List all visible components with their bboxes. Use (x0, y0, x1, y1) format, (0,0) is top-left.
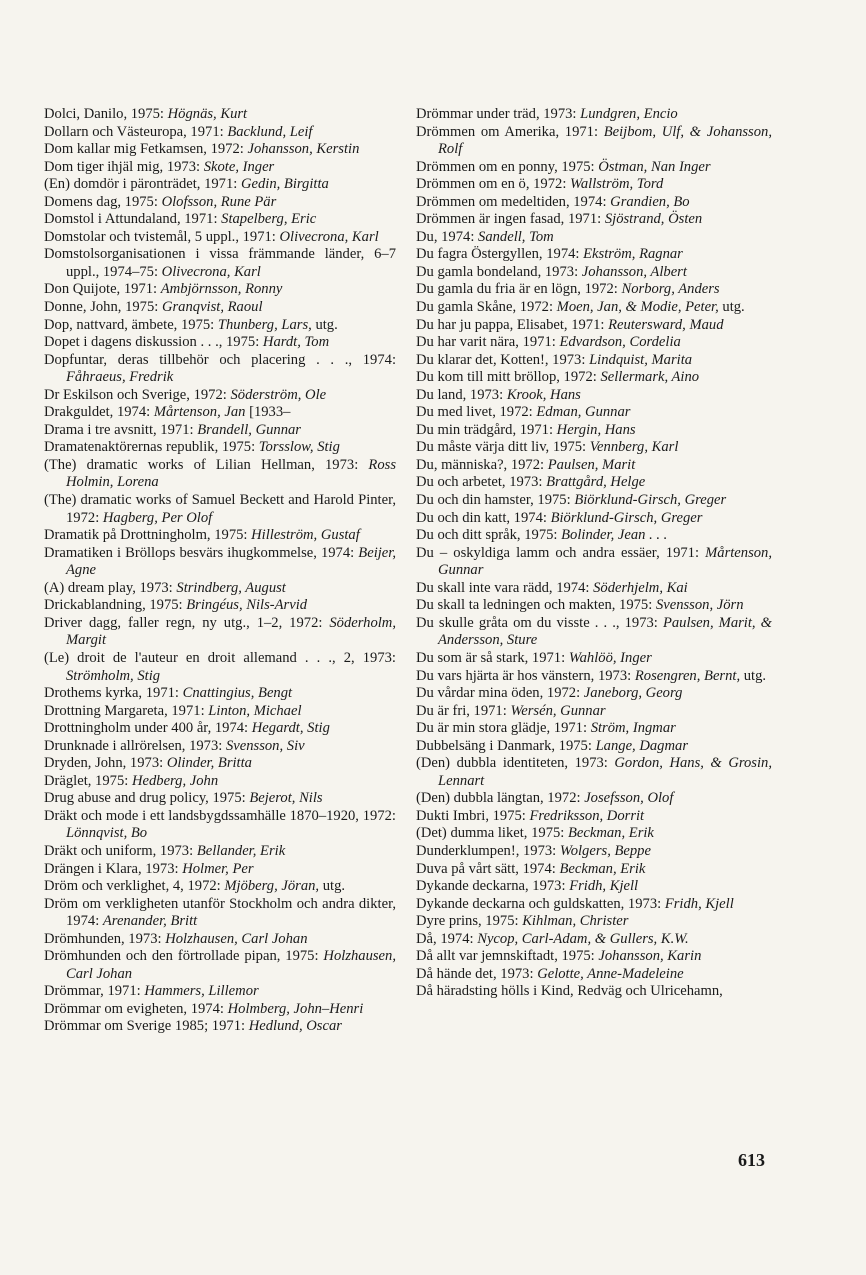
entry-author: Paulsen, Marit, & Andersson, Sture (438, 614, 772, 649)
entry-author: Svensson, Siv (225, 737, 305, 754)
entry-author: Beckman, Erik (559, 860, 646, 877)
entry-title: Driver dagg, faller regn, ny utg., 1–2, 1972: (44, 614, 330, 631)
entry-title: Dykande deckarna och guldskatten, 1973: (416, 895, 665, 912)
entry-title: Drottningholm under 400 år, 1974: (44, 720, 252, 737)
entry-author: Fåhraeus, Fredrik (66, 369, 174, 386)
index-entry (416, 439, 772, 457)
entry-title: Dop, nattvard, ämbete, 1975: (44, 316, 218, 333)
entry-title: Dryden, John, 1973: (44, 755, 167, 772)
index-entry (44, 597, 396, 615)
entry-author: Edvardson, Cordelia (559, 334, 681, 351)
entry-title: Dopfuntar, deras tillbehör och placering . . ., 1974: (44, 351, 396, 368)
entry-title: Drug abuse and drug policy, 1975: (44, 790, 250, 807)
index-entry (416, 790, 772, 808)
index-entry (44, 790, 396, 808)
index-entry (44, 983, 396, 1001)
entry-author: Norborg, Anders (621, 281, 720, 298)
entry-author: Moen, Jan, & Modie, Peter, (556, 299, 719, 316)
entry-author: Wallström, Tord (570, 176, 664, 193)
index-entry (44, 422, 396, 440)
entry-title: Domstolar och tvistemål, 5 uppl., 1971: (44, 228, 280, 245)
entry-title: Dräkt och mode i ett landsbygdssamhälle 1870–1920, 1972: (44, 807, 396, 824)
entry-suffix: [1933– (245, 404, 291, 421)
index-entry (416, 720, 772, 738)
index-entry (44, 106, 396, 124)
entry-author: Olivecrona, Karl (161, 263, 261, 280)
entry-author: Holzhausen, Carl Johan (165, 930, 308, 947)
index-entry (416, 352, 772, 370)
index-entry (44, 299, 396, 317)
entry-title: Drömmar under träd, 1973: (416, 106, 581, 122)
entry-title: Dolci, Danilo, 1975: (44, 106, 168, 122)
entry-author: Hergin, Hans (556, 421, 636, 438)
entry-author: Rosengren, Bernt, (634, 667, 741, 684)
entry-title: Dollarn och Västeuropa, 1971: (44, 123, 228, 140)
index-entry (416, 474, 772, 492)
index-entry (416, 650, 772, 668)
entry-title: Dräglet, 1975: (44, 772, 132, 789)
entry-title: Du, människa?, 1972: (416, 456, 548, 473)
entry-author: Vennberg, Karl (589, 439, 679, 456)
entry-title: Du gamla bondeland, 1973: (416, 263, 582, 280)
entry-author: Sjöstrand, Östen (604, 211, 703, 228)
entry-author: Torsslow, Stig (258, 439, 340, 456)
entry-author: Biörklund-Girsch, Greger (550, 509, 703, 526)
index-entry (416, 527, 772, 545)
entry-title: Dramatiken i Bröllops besvärs ihugkommelse, 1974: (44, 544, 359, 561)
index-entry (44, 615, 396, 650)
entry-suffix: utg. (311, 316, 338, 333)
entry-title: Du vars hjärta är hos vänstern, 1973: (416, 667, 635, 684)
entry-author: Lange, Dagmar (595, 737, 688, 754)
index-entry (44, 808, 396, 843)
index-entry (44, 194, 396, 212)
entry-author: Ström, Ingmar (590, 720, 676, 737)
index-entry (44, 387, 396, 405)
entry-author: Hagberg, Per Olof (102, 509, 213, 526)
index-entry (44, 720, 396, 738)
entry-title: Drakguldet, 1974: (44, 404, 154, 421)
entry-author: Grandien, Bo (610, 193, 690, 210)
index-entry (416, 738, 772, 756)
index-entry (416, 457, 772, 475)
entry-title: Du är fri, 1971: (416, 702, 511, 719)
index-entry (416, 194, 772, 212)
index-entry (416, 825, 772, 843)
entry-author: Olivecrona, Karl (279, 228, 379, 245)
index-entry (416, 246, 772, 264)
entry-title: Du, 1974: (416, 228, 479, 245)
entry-author: Johansson, Karin (598, 948, 702, 965)
index-entry (416, 703, 772, 721)
index-entry (416, 615, 772, 650)
left-column (44, 106, 396, 1036)
index-entry (44, 773, 396, 791)
entry-author: Nycop, Carl-Adam, & Gullers, K.W. (477, 930, 689, 947)
entry-author: Holmer, Per (182, 860, 254, 877)
index-entry (44, 738, 396, 756)
entry-author: Hedberg, John (131, 772, 219, 789)
entry-title: Du och ditt språk, 1975: (416, 527, 562, 544)
index-entry (44, 1001, 396, 1019)
entry-author: Gelotte, Anne-Madeleine (537, 965, 684, 982)
entry-author: Fredriksson, Dorrit (529, 807, 645, 824)
entry-title: Du min trädgård, 1971: (416, 421, 557, 438)
entry-author: Josefsson, Olof (584, 790, 674, 807)
entry-author: Hammers, Lillemor (144, 983, 259, 1000)
entry-title: Du gamla Skåne, 1972: (416, 299, 557, 316)
entry-author: Wersén, Gunnar (510, 702, 606, 719)
entry-author: Högnäs, Kurt (167, 106, 248, 122)
entry-author: Gedin, Birgitta (240, 176, 329, 193)
entry-title: Då häradsting hölls i Kind, Redväg och Ulricehamn, (416, 983, 723, 1000)
entry-title: Du har ju pappa, Elisabet, 1971: (416, 316, 609, 333)
entry-title: Drottning Margareta, 1971: (44, 702, 209, 719)
index-entry (416, 913, 772, 931)
index-entry (44, 334, 396, 352)
entry-author: Ekström, Ragnar (583, 246, 683, 263)
index-entry (44, 896, 396, 931)
index-entry (44, 580, 396, 598)
entry-author: Brattgård, Helge (546, 474, 646, 491)
entry-title: Du skall ta ledningen och makten, 1975: (416, 597, 656, 614)
entry-author: Söderström, Ole (230, 386, 327, 403)
entry-title: Du och arbetet, 1973: (416, 474, 547, 491)
entry-author: Janeborg, Georg (583, 685, 683, 702)
entry-author: Mjöberg, Jöran, (224, 878, 320, 895)
entry-title: Du kom till mitt bröllop, 1972: (416, 369, 601, 386)
entry-author: Beijbom, Ulf, & Johansson, Rolf (438, 123, 772, 158)
index-entry (416, 983, 772, 1001)
entry-title: (Det) dumma liket, 1975: (416, 825, 568, 842)
entry-title: (The) dramatic works of Samuel Beckett and Harold Pinter, 1972: (44, 492, 396, 526)
entry-author: Lindquist, Marita (589, 351, 693, 368)
index-entry (416, 685, 772, 703)
entry-title: Dukti Imbri, 1975: (416, 807, 530, 824)
entry-author: Bolinder, Jean . . . (561, 527, 668, 544)
index-entry (44, 141, 396, 159)
index-entry (44, 650, 396, 685)
entry-title: Drömmen om en ponny, 1975: (416, 158, 599, 175)
entry-title: (Den) dubbla längtan, 1972: (416, 790, 585, 807)
entry-author: Lönnqvist, Bo (66, 825, 148, 842)
entry-suffix: utg. (319, 878, 346, 895)
index-entry (44, 404, 396, 422)
entry-title: Drömmen om en ö, 1972: (416, 176, 571, 193)
entry-author: Cnattingius, Bengt (182, 685, 293, 702)
entry-title: Du måste värja ditt liv, 1975: (416, 439, 590, 456)
index-entry (44, 545, 396, 580)
index-entry (44, 878, 396, 896)
entry-author: Linton, Michael (208, 702, 302, 719)
index-entry (44, 861, 396, 879)
entry-author: Beckman, Erik (568, 825, 654, 842)
index-entry (44, 176, 396, 194)
entry-title: Drömmen om medeltiden, 1974: (416, 193, 611, 210)
entry-title: Då allt var jemnskiftadt, 1975: (416, 948, 599, 965)
entry-author: Hedlund, Oscar (248, 1018, 342, 1035)
index-entry (44, 246, 396, 281)
index-entry (44, 843, 396, 861)
entry-author: Sellermark, Aino (600, 369, 700, 386)
index-entry (416, 159, 772, 177)
entry-author: Bellander, Erik (196, 842, 286, 859)
index-entry (416, 510, 772, 528)
entry-title: Dykande deckarna, 1973: (416, 878, 570, 895)
index-entry (416, 317, 772, 335)
entry-title: Don Quijote, 1971: (44, 281, 161, 298)
entry-title: Donne, John, 1975: (44, 299, 162, 316)
entry-author: Arenander, Britt (102, 913, 198, 930)
entry-title: Du – oskyldiga lamm och andra essäer, 1971: (416, 544, 706, 561)
index-entry (416, 861, 772, 879)
index-entry (416, 422, 772, 440)
entry-author: Johansson, Kerstin (247, 141, 360, 158)
entry-title: Dubbelsäng i Danmark, 1975: (416, 737, 596, 754)
index-entry (416, 369, 772, 387)
index-entry (44, 1018, 396, 1036)
entry-title: Drama i tre avsnitt, 1971: (44, 421, 198, 438)
entry-title: Drömhunden och den förtrollade pipan, 1975: (44, 948, 324, 965)
index-entry (416, 404, 772, 422)
entry-author: Beijer, Agne (66, 544, 396, 579)
entry-author: Mårtenson, Gunnar (438, 544, 772, 579)
entry-title: Drängen i Klara, 1973: (44, 860, 183, 877)
entry-author: Bejerot, Nils (249, 790, 323, 807)
entry-author: Granqvist, Raoul (161, 299, 263, 316)
entry-title: Domstol i Attundaland, 1971: (44, 211, 222, 228)
entry-title: Dräkt och uniform, 1973: (44, 842, 197, 859)
entry-author: Mårtenson, Jan (153, 404, 246, 421)
entry-title: Drunknade i allrörelsen, 1973: (44, 737, 226, 754)
entry-author: Olinder, Britta (166, 755, 252, 772)
index-entry (416, 597, 772, 615)
entry-author: Olofsson, Rune Pär (161, 193, 277, 210)
entry-title: Drömmar om Sverige 1985; 1971: (44, 1018, 249, 1035)
entry-author: Lundgren, Encio (580, 106, 678, 122)
index-entry (416, 931, 772, 949)
entry-title: Du gamla du fria är en lögn, 1972: (416, 281, 622, 298)
index-entry (44, 492, 396, 527)
entry-author: Krook, Hans (506, 386, 581, 403)
entry-author: Kihlman, Christer (522, 913, 629, 930)
entry-author: Östman, Nan Inger (598, 158, 711, 175)
entry-title: Drothems kyrka, 1971: (44, 685, 183, 702)
index-entry (44, 457, 396, 492)
entry-title: Du har varit nära, 1971: (416, 334, 560, 351)
index-entry (44, 931, 396, 949)
entry-author: Gordon, Hans, & Grosin, Lennart (438, 755, 772, 789)
index-entry (416, 755, 772, 790)
entry-title: Drömhunden, 1973: (44, 930, 166, 947)
entry-author: Skote, Inger (203, 158, 275, 175)
index-entry (44, 948, 396, 983)
entry-author: Söderhjelm, Kai (593, 579, 688, 596)
entry-author: Sandell, Tom (478, 228, 554, 245)
index-entry (44, 159, 396, 177)
entry-title: Drömmen om Amerika, 1971: (416, 123, 604, 140)
entry-author: Strömholm, Stig (66, 667, 161, 684)
entry-author: Fridh, Kjell (569, 878, 639, 895)
index-entry (416, 668, 772, 686)
index-entry (416, 580, 772, 598)
index-entry (416, 492, 772, 510)
index-entry (416, 545, 772, 580)
index-entry (44, 685, 396, 703)
entry-title: Dom kallar mig Fetkamsen, 1972: (44, 141, 248, 158)
entry-title: Dramatik på Drottningholm, 1975: (44, 527, 252, 544)
entry-author: Svensson, Jörn (655, 597, 744, 614)
entry-author: Strindberg, August (176, 579, 286, 596)
index-entry (416, 948, 772, 966)
entry-title: Dröm och verklighet, 4, 1972: (44, 878, 225, 895)
entry-title: Dunderklumpen!, 1973: (416, 842, 560, 859)
entry-author: Bringéus, Nils-Arvid (186, 597, 308, 614)
entry-author: Holzhausen, Carl Johan (66, 948, 396, 982)
entry-title: Du skall inte vara rädd, 1974: (416, 579, 594, 596)
entry-title: Dopet i dagens diskussion . . ., 1975: (44, 334, 263, 351)
index-entry (44, 211, 396, 229)
entry-author: Hilleström, Gustaf (251, 527, 360, 544)
entry-title: Drickablandning, 1975: (44, 597, 187, 614)
index-entry (416, 281, 772, 299)
entry-title: Du och din hamster, 1975: (416, 492, 575, 509)
index-entry (44, 439, 396, 457)
index-entry (416, 896, 772, 914)
entry-title: Dr Eskilson och Sverige, 1972: (44, 386, 231, 403)
entry-title: Drömmar, 1971: (44, 983, 145, 1000)
entry-title: Då hände det, 1973: (416, 965, 538, 982)
index-entry (416, 878, 772, 896)
index-entry (416, 299, 772, 317)
entry-suffix: utg. (718, 299, 745, 316)
index-entry (416, 843, 772, 861)
entry-title: Du fagra Östergyllen, 1974: (416, 246, 584, 263)
entry-title: (Den) dubbla identiteten, 1973: (416, 755, 615, 772)
entry-author: Biörklund-Girsch, Greger (574, 492, 727, 509)
entry-author: Söderholm, Margit (66, 614, 396, 649)
entry-author: Thunberg, Lars, (217, 316, 312, 333)
index-entry (44, 352, 396, 387)
index-entry (416, 966, 772, 984)
entry-title: Duva på vårt sätt, 1974: (416, 860, 560, 877)
entry-author: Ross Holmin, Lorena (66, 456, 396, 491)
entry-title: Du är min stora glädje, 1971: (416, 720, 591, 737)
entry-title: Du som är så stark, 1971: (416, 649, 569, 666)
entry-title: Drömmen är ingen fasad, 1971: (416, 211, 605, 228)
entry-author: Hardt, Tom (262, 334, 330, 351)
entry-title: Du skulle gråta om du visste . . ., 1973: (416, 614, 663, 631)
index-entry (44, 229, 396, 247)
entry-title: Du klarar det, Kotten!, 1973: (416, 351, 590, 368)
entry-author: Hegardt, Stig (251, 720, 330, 737)
entry-title: Dom tiger ihjäl mig, 1973: (44, 158, 204, 175)
entry-author: Ambjörnsson, Ronny (160, 281, 283, 298)
entry-author: Stapelberg, Eric (221, 211, 317, 228)
index-entry (416, 264, 772, 282)
entry-title: Drömmar om evigheten, 1974: (44, 1000, 228, 1017)
index-entry (416, 387, 772, 405)
index-entry (44, 527, 396, 545)
index-entry (44, 703, 396, 721)
entry-author: Holmberg, John–Henri (227, 1000, 364, 1017)
entry-title: (En) domdör i päronträdet, 1971: (44, 176, 241, 193)
index-entry (416, 106, 772, 124)
index-entry (44, 124, 396, 142)
entry-title: Dyre prins, 1975: (416, 913, 523, 930)
index-entry (416, 211, 772, 229)
entry-title: Domstolsorganisationen i vissa främmande länder, 6–7 uppl., 1974–75: (44, 246, 396, 280)
index-entry (416, 334, 772, 352)
entry-author: Brandell, Gunnar (197, 421, 301, 438)
entry-title: Dramatenaktörernas republik, 1975: (44, 439, 259, 456)
entry-title: Domens dag, 1975: (44, 193, 162, 210)
right-column (416, 106, 772, 1001)
entry-author: Wolgers, Beppe (559, 842, 651, 859)
entry-author: Fridh, Kjell (664, 895, 734, 912)
entry-author: Backlund, Leif (227, 123, 313, 140)
entry-author: Johansson, Albert (581, 263, 687, 280)
index-entry (416, 176, 772, 194)
entry-title: Då, 1974: (416, 930, 478, 947)
index-entry (44, 755, 396, 773)
page-number: 613 (738, 1150, 765, 1170)
entry-author: Wahlöö, Inger (568, 649, 652, 666)
entry-author: Reutersward, Maud (608, 316, 724, 333)
entry-title: (A) dream play, 1973: (44, 579, 177, 596)
index-entry (44, 317, 396, 335)
entry-title: Du och din katt, 1974: (416, 509, 551, 526)
entry-title: Du land, 1973: (416, 386, 507, 403)
entry-author: Edman, Gunnar (536, 404, 631, 421)
entry-title: (Le) droit de l'auteur en droit allemand . . ., 2, 1973: (44, 649, 396, 666)
index-entry (416, 229, 772, 247)
entry-title: Du med livet, 1972: (416, 404, 537, 421)
index-entry (416, 808, 772, 826)
entry-title: Dröm om verkligheten utanför Stockholm och andra dikter, 1974: (44, 895, 396, 930)
entry-title: Du vårdar mina öden, 1972: (416, 685, 584, 702)
entry-suffix: utg. (740, 667, 767, 684)
index-entry (416, 124, 772, 159)
entry-author: Paulsen, Marit (547, 456, 636, 473)
entry-title: (The) dramatic works of Lilian Hellman, 1973: (44, 456, 369, 473)
index-entry (44, 281, 396, 299)
